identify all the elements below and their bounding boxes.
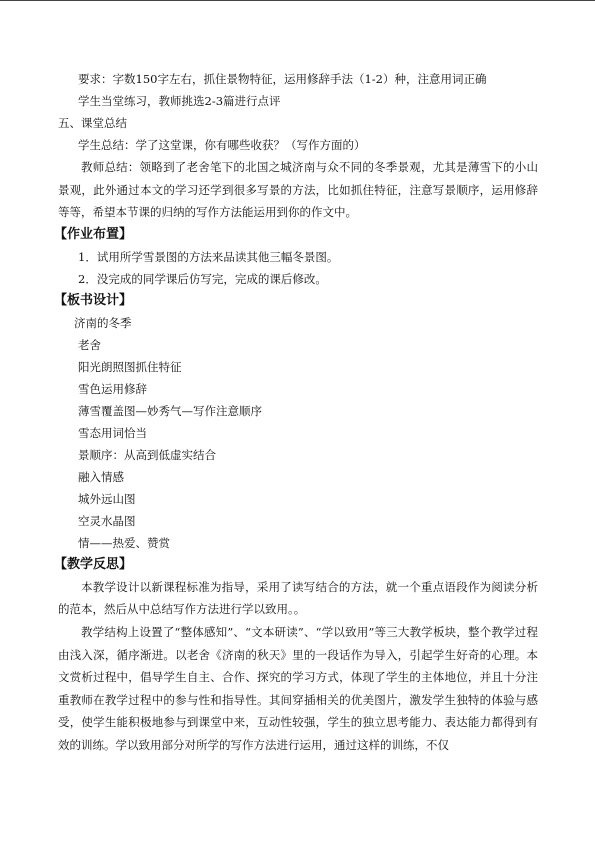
board-line: 空灵水晶图	[78, 513, 136, 528]
board-line: 薄雪覆盖图—妙秀气—写作注意顺序	[78, 403, 262, 418]
homework-heading: 【作业布置】	[54, 226, 133, 242]
board-line: 雪态用词恰当	[78, 425, 147, 440]
board-heading: 【板书设计】	[54, 292, 133, 308]
board-line: 情——热爱、赞赏	[78, 535, 170, 550]
header-rule	[0, 0, 595, 1]
teacher-summary: 教师总结：领略到了老舍笔下的北国之城济南与众不同的冬季景观，尤其是薄雪下的小山景观，此外通过本文的学习还学到很多写景的方法，比如抓住特征，注意写景顺序，运用修辞等等，希望本节课的归纳的写作方法能运用到你的作文中。	[58, 160, 538, 220]
student-summary: 学生总结：学了这堂课，你有哪些收获？（写作方面的）	[78, 138, 366, 152]
homework-item-1: 1．试用所学雪景图的方法来品读其他三幅冬景图。	[78, 249, 339, 264]
board-line: 景顺序：从高到低虚实结合	[78, 447, 216, 462]
reflection-heading: 【教学反思】	[54, 556, 133, 572]
board-line: 老舍	[78, 337, 101, 352]
board-line: 融入情感	[78, 469, 124, 484]
requirement-line: 要求：字数150字左右，抓住景物特征，运用修辞手法（1-2）种，注意用词正确	[78, 72, 487, 86]
board-line: 阳光朗照图抓住特征	[78, 359, 182, 374]
practice-line: 学生当堂练习，教师挑选2-3篇进行点评	[78, 94, 281, 108]
document-page	[54, 68, 538, 757]
board-line: 雪色运用修辞	[78, 381, 147, 396]
reflection-paragraph-2: 教学结构上设置了“整体感知”、“文本研读”、“学以致用”等三大教学板块，整个教学过程由浅入深，循序渐进。以老舍《济南的秋天》里的一段话作为导入，引起学生好奇的心理。本文赏析过程中，倡导学生自主、合作、探究的学习方式，体现了学生的主体地位，并且十分注重教师在教学过程中的参与性和指导性。其间穿插相关的优美图片，激发学生独特的体验与感受，使学生能积极地参与到课堂中来，互动性较强，学生的独立思考能力、表达能力都得到有效的训练。学以致用部分对所学的写作方法进行运用，通过这样的训练，不仅	[58, 624, 538, 752]
homework-item-2: 2．没完成的同学课后仿写完，完成的课后修改。	[78, 271, 327, 286]
reflection-paragraph-1: 本教学设计以新课程标准为指导，采用了读写结合的方法，就一个重点语段作为阅读分析的范本，然后从中总结写作方法进行学以致用。。	[58, 579, 538, 617]
section5-title: 五、课堂总结	[58, 116, 127, 130]
board-title: 济南的冬季	[74, 315, 132, 330]
board-line: 城外远山图	[78, 491, 136, 506]
